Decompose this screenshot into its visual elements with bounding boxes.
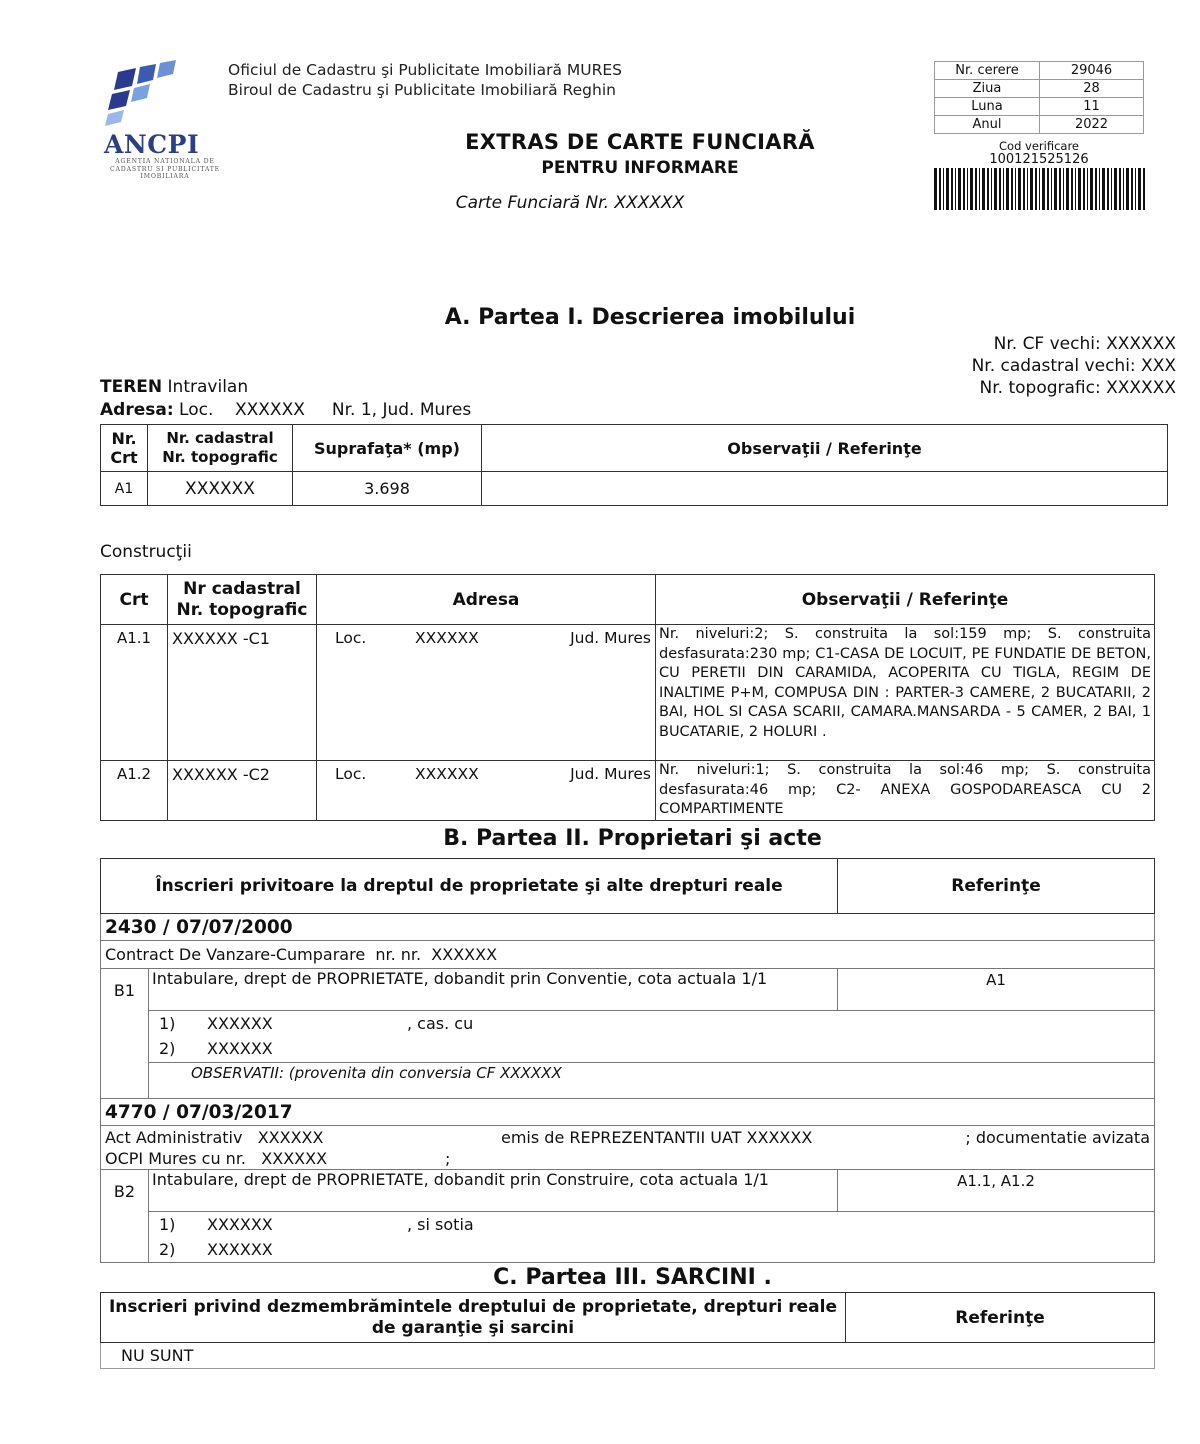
- act-line2-end: ;: [445, 1148, 451, 1168]
- owner-line: [159, 1011, 1144, 1036]
- entry-text: Intabulare, drept de PROPRIETATE, dobandit prin Construire, cota actuala 1/1: [149, 1170, 838, 1212]
- owner-no: 2): [159, 1039, 176, 1058]
- teren-type: Intravilan: [167, 377, 249, 397]
- entry-ref: A1: [838, 969, 1155, 1011]
- col-header: Suprafaţa* (mp): [293, 425, 482, 472]
- request-row: [935, 80, 1144, 98]
- entry-owners-row: [101, 1212, 1155, 1263]
- land-info: [100, 376, 471, 422]
- jud: Jud. Mures: [570, 629, 651, 647]
- verification-label: Cod verificare: [999, 139, 1079, 153]
- encumbrances-table: [100, 1292, 1155, 1369]
- cell-obs: Nr. niveluri:1; S. construita la sol:46 mp; S. construita desfasurata:46 mp; C2- ANEXA GOSPODAREASCA CU 2 COMPARTIMENTE: [656, 761, 1155, 821]
- owner-no: 1): [159, 1014, 176, 1033]
- land-table-header: [101, 425, 1168, 472]
- request-label: Ziua: [935, 80, 1040, 98]
- col-header: Observaţii / Referinţe: [656, 575, 1155, 625]
- part1-title: A. Partea I. Descrierea imobilului: [444, 305, 856, 330]
- constructions-header: [101, 575, 1155, 625]
- document-subtitle: PENTRU INFORMARE: [541, 158, 739, 178]
- act-line2: OCPI Mures cu nr. XXXXXX: [105, 1148, 328, 1168]
- owner-line: [159, 1212, 1144, 1237]
- request-row: [935, 62, 1144, 80]
- act-left: Act Administrativ XXXXXX: [105, 1127, 324, 1147]
- entry-code: B2: [101, 1170, 149, 1263]
- cell-cad: XXXXXX: [148, 472, 293, 506]
- loc-label: Loc.: [335, 765, 367, 783]
- cell-crt: A1.2: [101, 761, 168, 821]
- office-block: [228, 60, 622, 100]
- jud: Jud. Mures: [570, 765, 651, 783]
- request-value: 29046: [1040, 62, 1144, 80]
- request-row: [935, 98, 1144, 116]
- request-label: Anul: [935, 116, 1040, 134]
- constructions-label: Construcţii: [100, 542, 192, 562]
- entry-regno: 4770 / 07/03/2017: [101, 1099, 1155, 1126]
- old-references: [972, 333, 1176, 399]
- request-value: 11: [1040, 98, 1144, 116]
- entry-ref: A1.1, A1.2: [838, 1170, 1155, 1212]
- logo-mark-icon: [104, 60, 184, 132]
- ownership-header-left: Înscrieri privitoare la dreptul de proprietate şi alte drepturi reale: [101, 859, 838, 914]
- encumbrances-header-left: Inscrieri privind dezmembrămintele dreptului de proprietate, drepturi reale de garanţie şi sarcini: [101, 1293, 846, 1343]
- owners-list: [149, 1212, 1155, 1263]
- owner-no: 2): [159, 1240, 176, 1259]
- entry-regno-row: [101, 1099, 1155, 1126]
- cell-address: [317, 625, 656, 761]
- entry-obs-row: [101, 1063, 1155, 1099]
- owner-note: , cas. cu: [407, 1014, 474, 1033]
- logo-subtitle: AGENTIA NATIONALA DE CADASTRU SI PUBLICITATE IMOBILIARA: [110, 158, 220, 180]
- office-line: Oficiul de Cadastru şi Publicitate Imobiliară MURES: [228, 61, 623, 79]
- ownership-header-right: Referinţe: [838, 859, 1155, 914]
- entry-regno-row: [101, 914, 1155, 941]
- cell-cad: XXXXXX -C1: [168, 625, 317, 761]
- loc-label: Loc.: [335, 629, 367, 647]
- cell-area: 3.698: [293, 472, 482, 506]
- owner-note: , si sotia: [407, 1215, 474, 1234]
- request-value: 28: [1040, 80, 1144, 98]
- owner-name: XXXXXX: [207, 1039, 273, 1058]
- owner-line: [159, 1237, 1144, 1262]
- act-line: [105, 1148, 1150, 1169]
- act-mid: emis de REPREZENTANTII UAT XXXXXX: [501, 1127, 813, 1147]
- encumbrances-header-right: Referinţe: [846, 1293, 1155, 1343]
- entry-act-row: [101, 1126, 1155, 1170]
- request-label: Nr. cerere: [935, 62, 1040, 80]
- owner-line: [159, 1036, 1144, 1061]
- col-header: Nr. cadastral Nr. topografic: [148, 425, 293, 472]
- owners-list: [149, 1011, 1155, 1063]
- entry-owners-row: [101, 1011, 1155, 1063]
- encumbrances-header: [101, 1293, 1155, 1343]
- address-label: Adresa:: [100, 400, 174, 420]
- request-info-table: [934, 61, 1144, 134]
- entry-text: Intabulare, drept de PROPRIETATE, dobandit prin Conventie, cota actuala 1/1: [149, 969, 838, 1011]
- act-right: ; documentatie avizata: [965, 1127, 1150, 1147]
- part3-title: C. Partea III. SARCINI .: [493, 1265, 772, 1290]
- entry-observatii: OBSERVATII: (provenita din conversia CF XXXXXX: [149, 1063, 1155, 1099]
- cell-obs: [482, 472, 1168, 506]
- act-line: [105, 1127, 1150, 1148]
- constructions-table: [100, 574, 1155, 821]
- old-ref: Nr. topografic: XXXXXX: [979, 378, 1176, 398]
- teren-label: TEREN: [100, 377, 163, 397]
- cell-obs: Nr. niveluri:2; S. construita la sol:159 mp; S. construita desfasurata:230 mp; C1-CASA DE LOCUIT, PE FUNDATIE DE BETON, CU PERETII DIN CARAMIDA, ACOPERITA CU TIGLA, REGIM DE INALTIME P+M, COMPUSA DIN : PARTER-3 CAMERE, 2 BUCATARII, 2 BAI, HOL SI CASA SCARII, CAMARA.MANSARDA - 5 CAMER, 2 BAI, 1 BUCATARIE, 2 HOLURI .: [656, 625, 1155, 761]
- owner-name: XXXXXX: [207, 1215, 273, 1234]
- land-table: [100, 424, 1168, 506]
- table-row: [101, 761, 1155, 821]
- cell-crt: A1: [101, 472, 148, 506]
- request-row: [935, 116, 1144, 134]
- request-value: 2022: [1040, 116, 1144, 134]
- old-ref: Nr. CF vechi: XXXXXX: [993, 334, 1176, 354]
- owner-no: 1): [159, 1215, 176, 1234]
- entry-act: Contract De Vanzare-Cumparare nr. nr. XXXXXX: [101, 941, 1155, 969]
- entry-regno: 2430 / 07/07/2000: [101, 914, 1155, 941]
- cell-cad: XXXXXX -C2: [168, 761, 317, 821]
- entry-code: B1: [101, 969, 149, 1099]
- col-header: Adresa: [317, 575, 656, 625]
- entry-text-row: [101, 969, 1155, 1011]
- ownership-table: [100, 858, 1155, 1263]
- entry-act: [101, 1126, 1155, 1170]
- old-ref: Nr. cadastral vechi: XXX: [971, 356, 1176, 376]
- col-header: Crt: [101, 575, 168, 625]
- entry-text-row: [101, 1170, 1155, 1212]
- request-label: Luna: [935, 98, 1040, 116]
- address-value: Loc. XXXXXX Nr. 1, Jud. Mures: [179, 400, 472, 420]
- verification-code: 100121525126: [989, 152, 1089, 167]
- owner-name: XXXXXX: [207, 1014, 273, 1033]
- cell-crt: A1.1: [101, 625, 168, 761]
- cell-address: [317, 761, 656, 821]
- cf-number: Carte Funciară Nr. XXXXXX: [455, 193, 685, 213]
- entry-act-row: [101, 941, 1155, 969]
- logo-name: ANCPI: [104, 130, 200, 159]
- barcode-icon: [934, 168, 1146, 210]
- encumbrances-value: NU SUNT: [101, 1343, 1155, 1369]
- ownership-header: [101, 859, 1155, 914]
- office-line: Biroul de Cadastru şi Publicitate Imobiliară Reghin: [228, 81, 616, 99]
- table-row: [101, 1343, 1155, 1369]
- document-title: EXTRAS DE CARTE FUNCIARĂ: [465, 130, 815, 154]
- owner-name: XXXXXX: [207, 1240, 273, 1259]
- ancpi-logo: [104, 60, 184, 132]
- table-row: [101, 472, 1168, 506]
- table-row: [101, 625, 1155, 761]
- col-header: Nr cadastral Nr. topografic: [168, 575, 317, 625]
- loc-name: XXXXXX: [415, 629, 479, 647]
- col-header: Nr. Crt: [101, 425, 148, 472]
- part2-title: B. Partea II. Proprietari şi acte: [443, 826, 822, 851]
- loc-name: XXXXXX: [415, 765, 479, 783]
- col-header: Observaţii / Referinţe: [482, 425, 1168, 472]
